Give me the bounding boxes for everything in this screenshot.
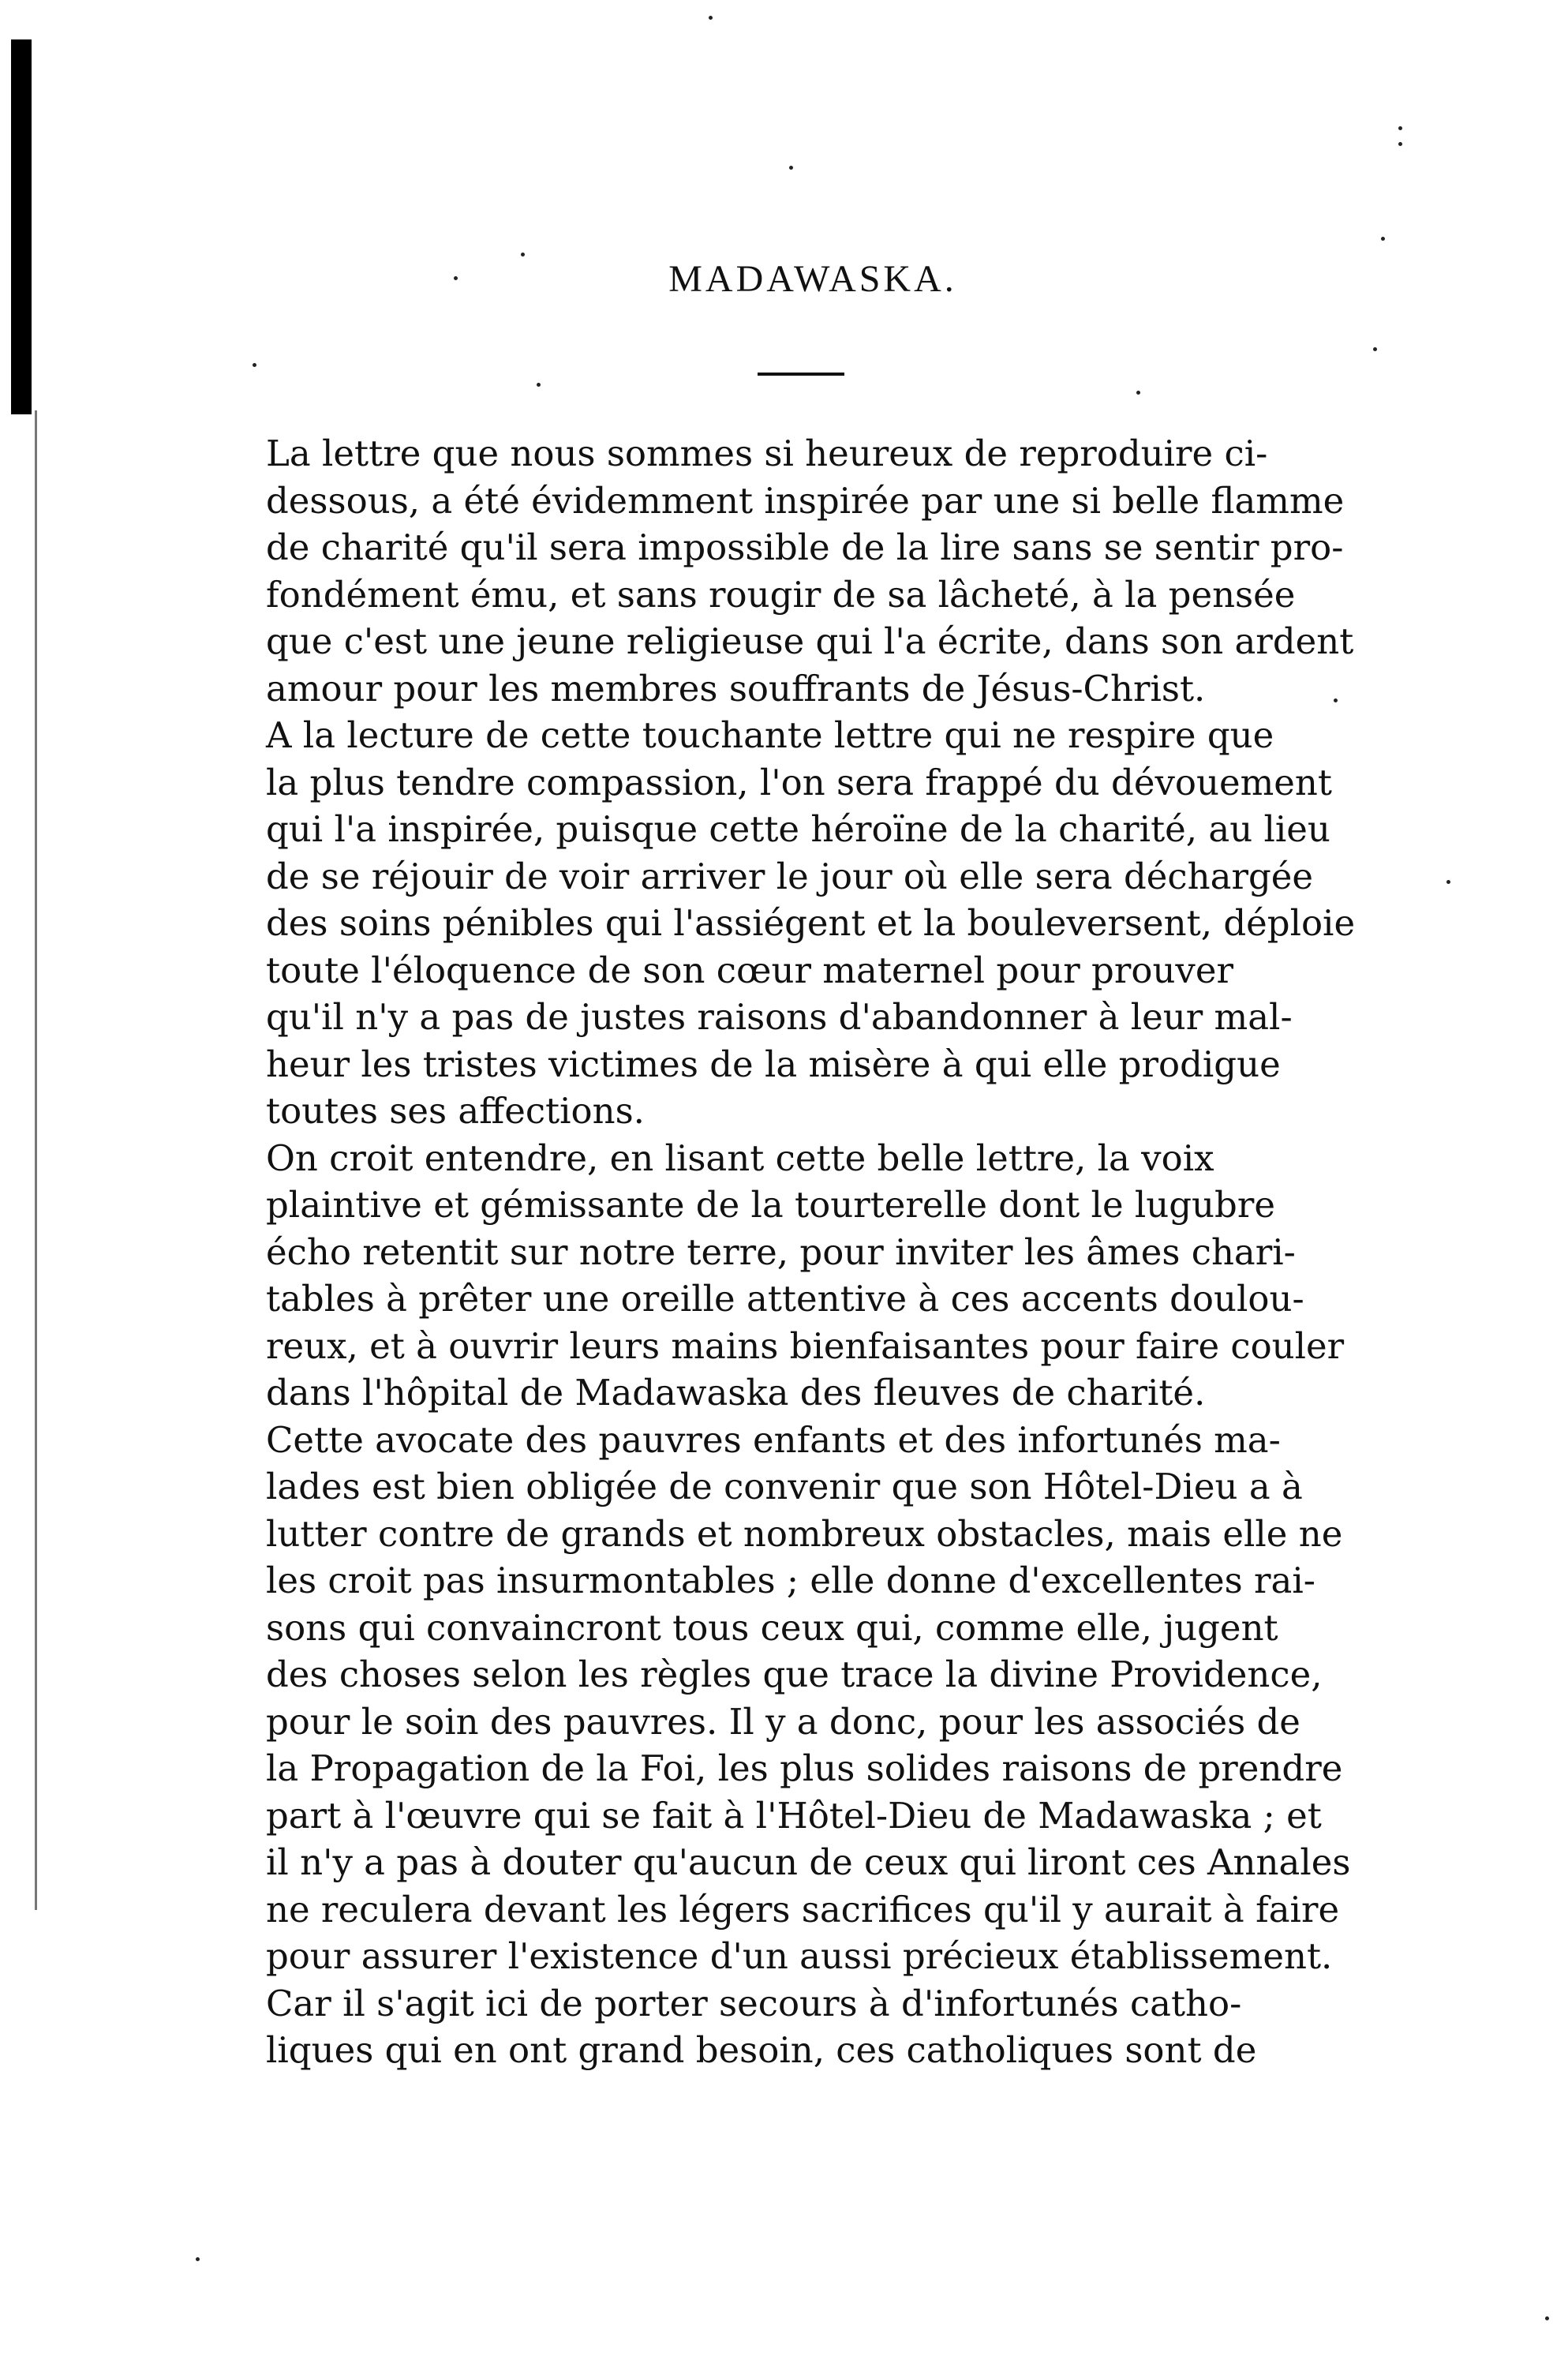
text-line: pour le soin des pauvres. Il y a donc, pour les associés de xyxy=(266,1700,1300,1743)
text-line: heur les tristes victimes de la misère à qui elle prodigue xyxy=(266,1043,1281,1085)
scan-speck xyxy=(1136,391,1140,395)
paragraph-5 xyxy=(225,1980,1377,2074)
scan-speck xyxy=(1398,142,1402,146)
text-line: qui l'a inspirée, puisque cette héroïne de la charité, au lieu xyxy=(266,808,1330,850)
paragraph-3 xyxy=(225,1135,1377,1417)
text-line: dans l'hôpital de Madawaska des fleuves de charité. xyxy=(266,1372,1206,1414)
text-line: il n'y a pas à douter qu'aucun de ceux qui liront ces Annales xyxy=(266,1841,1351,1883)
scan-border-line xyxy=(35,410,37,1910)
text-line: On croit entendre, en lisant cette belle lettre, la voix xyxy=(266,1137,1214,1179)
scan-speck xyxy=(709,16,713,20)
text-line: amour pour les membres souffrants de Jésus-Christ. xyxy=(266,667,1206,710)
scan-speck xyxy=(253,363,256,367)
text-line: fondément ému, et sans rougir de sa lâcheté, à la pensée xyxy=(266,573,1296,616)
text-line: toute l'éloquence de son cœur maternel pour prouver xyxy=(266,949,1233,991)
scan-speck xyxy=(1398,126,1402,130)
text-line: de charité qu'il sera impossible de la lire sans se sentir pro- xyxy=(266,526,1344,568)
scan-speck xyxy=(1373,347,1377,351)
text-line: que c'est une jeune religieuse qui l'a écrite, dans son ardent xyxy=(266,620,1354,662)
text-line: Car il s'agit ici de porter secours à d'infortunés catho- xyxy=(266,1982,1242,2024)
text-line: reux, et à ouvrir leurs mains bienfaisantes pour faire couler xyxy=(266,1324,1345,1367)
text-line: ne reculera devant les légers sacrifices qu'il y aurait à faire xyxy=(266,1888,1340,1930)
scan-speck xyxy=(1446,880,1450,884)
text-line: part à l'œuvre qui se fait à l'Hôtel-Dieu de Madawaska ; et xyxy=(266,1794,1322,1837)
text-line: la Propagation de la Foi, les plus solides raisons de prendre xyxy=(266,1747,1343,1789)
scan-speck xyxy=(454,276,458,280)
text-line: toutes ses affections. xyxy=(266,1090,645,1132)
scan-speck xyxy=(537,383,541,387)
page-title: MADAWASKA. xyxy=(668,258,957,300)
text-line: La lettre que nous sommes si heureux de reproduire ci- xyxy=(266,433,1268,474)
scan-speck xyxy=(196,2257,200,2261)
text-line: des soins pénibles qui l'assiégent et la bouleversent, déploie xyxy=(266,902,1356,944)
scan-speck xyxy=(789,166,793,170)
text-line: qu'il n'y a pas de justes raisons d'abandonner à leur mal- xyxy=(266,996,1293,1038)
scan-border-left xyxy=(11,39,32,414)
text-line: A la lecture de cette touchante lettre qui ne respire que xyxy=(266,714,1274,756)
text-line: lades est bien obligée de convenir que son Hôtel-Dieu a à xyxy=(266,1466,1303,1507)
title-divider xyxy=(758,373,844,376)
text-line: lutter contre de grands et nombreux obstacles, mais elle ne xyxy=(266,1512,1343,1555)
scan-speck xyxy=(1545,2316,1549,2320)
text-line: liques qui en ont grand besoin, ces catholiques sont de xyxy=(266,2029,1257,2071)
text-line: dessous, a été évidemment inspirée par une si belle flamme xyxy=(266,479,1345,522)
text-line: Cette avocate des pauvres enfants et des infortunés ma- xyxy=(266,1418,1281,1461)
text-line: tables à prêter une oreille attentive à ces accents doulou- xyxy=(266,1278,1304,1320)
text-line: pour assurer l'existence d'un aussi précieux établissement. xyxy=(266,1935,1333,1977)
text-line: sons qui convaincront tous ceux qui, comme elle, jugent xyxy=(266,1606,1278,1649)
scan-speck xyxy=(1381,237,1385,241)
text-line: de se réjouir de voir arriver le jour où elle sera déchargée xyxy=(266,855,1314,897)
text-line: les croit pas insurmontables ; elle donne d'excellentes rai- xyxy=(266,1560,1315,1601)
text-line: la plus tendre compassion, l'on sera frappé du dévouement xyxy=(266,761,1332,803)
paragraph-1 xyxy=(225,430,1377,712)
article-body xyxy=(225,430,1377,2074)
text-line: des choses selon les règles que trace la divine Providence, xyxy=(266,1653,1323,1695)
text-line: écho retentit sur notre terre, pour inviter les âmes chari- xyxy=(266,1230,1296,1273)
scan-speck xyxy=(1334,698,1338,702)
paragraph-2 xyxy=(225,712,1377,1135)
text-line: plaintive et gémissante de la tourterelle dont le lugubre xyxy=(266,1184,1275,1226)
paragraph-4 xyxy=(225,1417,1377,1980)
scan-speck xyxy=(521,253,525,257)
